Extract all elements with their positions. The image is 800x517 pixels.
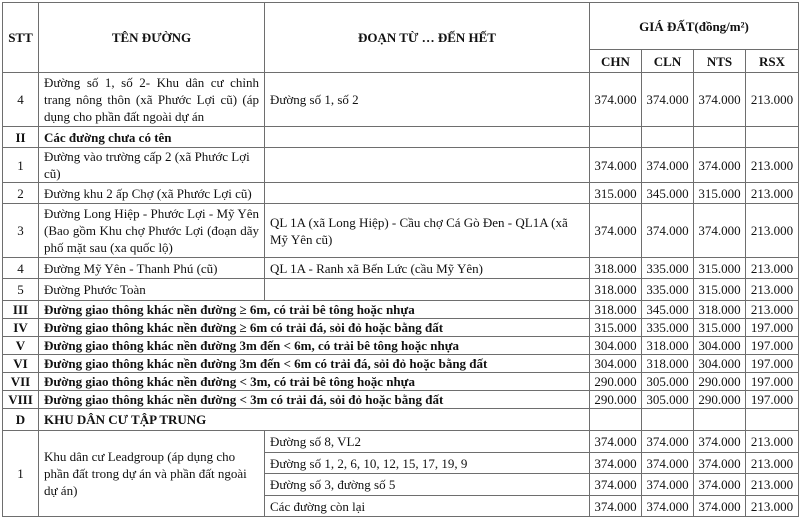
price-rsx: 213.000	[746, 474, 799, 496]
category-stt: III	[3, 301, 39, 319]
price-nts: 315.000	[694, 319, 746, 337]
price-nts: 374.000	[694, 496, 746, 517]
header-nts: NTS	[694, 50, 746, 73]
stt-cell: 3	[3, 204, 39, 258]
stt-cell: 1	[3, 148, 39, 183]
ten-duong-cell: Đường khu 2 ấp Chợ (xã Phước Lợi cũ)	[39, 183, 265, 204]
price-nts	[694, 127, 746, 148]
category-title: Đường giao thông khác nền đường ≥ 6m, có trải bê tông hoặc nhựa	[39, 301, 590, 319]
price-nts: 374.000	[694, 204, 746, 258]
price-nts: 290.000	[694, 391, 746, 409]
ten-duong-cell: Đường Phước Toàn	[39, 279, 265, 301]
section-row	[3, 127, 799, 148]
category-stt: VIII	[3, 391, 39, 409]
category-title: Đường giao thông khác nền đường < 3m, có trải bê tông hoặc nhựa	[39, 373, 590, 391]
price-cln: 335.000	[642, 319, 694, 337]
category-stt: VII	[3, 373, 39, 391]
price-nts: 374.000	[694, 73, 746, 127]
section-stt: D	[3, 409, 39, 431]
price-chn: 374.000	[590, 204, 642, 258]
price-cln: 374.000	[642, 453, 694, 474]
section-title: Các đường chưa có tên	[39, 127, 265, 148]
price-chn: 315.000	[590, 183, 642, 204]
price-nts: 290.000	[694, 373, 746, 391]
price-cln: 374.000	[642, 474, 694, 496]
price-cln: 305.000	[642, 373, 694, 391]
price-chn	[590, 409, 642, 431]
table-row	[3, 258, 799, 279]
price-nts: 318.000	[694, 301, 746, 319]
price-cln: 374.000	[642, 204, 694, 258]
category-title: Đường giao thông khác nền đường < 3m có trải đá, sỏi đỏ hoặc bằng đất	[39, 391, 590, 409]
price-chn	[590, 127, 642, 148]
stt-cell: 2	[3, 183, 39, 204]
segment-doan: Đường số 3, đường số 5	[265, 474, 590, 496]
category-row	[3, 391, 799, 409]
price-nts: 374.000	[694, 431, 746, 453]
price-rsx: 213.000	[746, 148, 799, 183]
price-chn: 374.000	[590, 453, 642, 474]
section-stt: II	[3, 127, 39, 148]
stt-cell: 4	[3, 258, 39, 279]
ten-duong-cell: Đường Mỹ Yên - Thanh Phú (cũ)	[39, 258, 265, 279]
price-nts	[694, 409, 746, 431]
price-rsx: 197.000	[746, 319, 799, 337]
price-nts: 374.000	[694, 148, 746, 183]
price-chn: 374.000	[590, 73, 642, 127]
price-chn: 290.000	[590, 391, 642, 409]
price-rsx	[746, 409, 799, 431]
price-cln: 374.000	[642, 496, 694, 517]
table-row	[3, 73, 799, 127]
doan-cell	[265, 148, 590, 183]
table-row	[3, 279, 799, 301]
price-cln: 318.000	[642, 355, 694, 373]
section-title: KHU DÂN CƯ TẬP TRUNG	[39, 409, 590, 431]
price-chn: 374.000	[590, 474, 642, 496]
price-chn: 315.000	[590, 319, 642, 337]
doan-cell: QL 1A (xã Long Hiệp) - Cầu chợ Cá Gò Đen - QL1A (xã Mỹ Yên cũ)	[265, 204, 590, 258]
price-cln: 318.000	[642, 337, 694, 355]
price-nts: 374.000	[694, 474, 746, 496]
price-rsx: 197.000	[746, 355, 799, 373]
ten-duong-cell: Đường Long Hiệp - Phước Lợi - Mỹ Yên (Bao gồm Khu chợ Phước Lợi (đoạn dãy phố mặt sau (xa quốc lộ)	[39, 204, 265, 258]
price-rsx: 213.000	[746, 301, 799, 319]
category-row	[3, 301, 799, 319]
price-chn: 304.000	[590, 337, 642, 355]
table-row	[3, 183, 799, 204]
price-chn: 318.000	[590, 279, 642, 301]
header-ten-duong: TÊN ĐƯỜNG	[39, 3, 265, 73]
segment-doan: Đường số 1, 2, 6, 10, 12, 15, 17, 19, 9	[265, 453, 590, 474]
price-rsx: 213.000	[746, 496, 799, 517]
ten-duong-cell: Đường vào trường cấp 2 (xã Phước Lợi cũ)	[39, 148, 265, 183]
group-stt: 1	[3, 431, 39, 517]
group-ten-duong: Khu dân cư Leadgroup (áp dụng cho phần đất trong dự án và phần đất ngoài dự án)	[39, 431, 265, 517]
price-cln: 305.000	[642, 391, 694, 409]
category-row	[3, 319, 799, 337]
header-chn: CHN	[590, 50, 642, 73]
segment-doan: Đường số 8, VL2	[265, 431, 590, 453]
price-nts: 374.000	[694, 453, 746, 474]
header-stt: STT	[3, 3, 39, 73]
price-rsx: 213.000	[746, 183, 799, 204]
price-cln: 345.000	[642, 183, 694, 204]
price-rsx	[746, 127, 799, 148]
header-rsx: RSX	[746, 50, 799, 73]
price-cln: 374.000	[642, 148, 694, 183]
category-stt: IV	[3, 319, 39, 337]
price-cln: 345.000	[642, 301, 694, 319]
price-chn: 304.000	[590, 355, 642, 373]
doan-cell	[265, 127, 590, 148]
category-row	[3, 373, 799, 391]
doan-cell: QL 1A - Ranh xã Bến Lức (cầu Mỹ Yên)	[265, 258, 590, 279]
price-cln: 335.000	[642, 258, 694, 279]
header-row	[3, 3, 799, 50]
price-rsx: 213.000	[746, 73, 799, 127]
price-chn: 290.000	[590, 373, 642, 391]
price-cln	[642, 409, 694, 431]
table-row	[3, 148, 799, 183]
price-chn: 318.000	[590, 301, 642, 319]
price-nts: 315.000	[694, 183, 746, 204]
group-row	[3, 431, 799, 453]
header-gia-dat: GIÁ ĐẤT(đồng/m²)	[590, 3, 799, 50]
price-chn: 374.000	[590, 431, 642, 453]
price-nts: 315.000	[694, 279, 746, 301]
price-chn: 374.000	[590, 496, 642, 517]
price-nts: 315.000	[694, 258, 746, 279]
doan-cell: Đường số 1, số 2	[265, 73, 590, 127]
price-cln: 335.000	[642, 279, 694, 301]
category-title: Đường giao thông khác nền đường 3m đến < 6m có trải đá, sỏi đỏ hoặc bằng đất	[39, 355, 590, 373]
price-cln	[642, 127, 694, 148]
price-chn: 318.000	[590, 258, 642, 279]
segment-doan: Các đường còn lại	[265, 496, 590, 517]
doan-cell	[265, 279, 590, 301]
stt-cell: 5	[3, 279, 39, 301]
header-cln: CLN	[642, 50, 694, 73]
price-nts: 304.000	[694, 337, 746, 355]
price-cln: 374.000	[642, 73, 694, 127]
price-rsx: 213.000	[746, 431, 799, 453]
category-row	[3, 337, 799, 355]
price-chn: 374.000	[590, 148, 642, 183]
price-rsx: 197.000	[746, 337, 799, 355]
land-price-table	[2, 2, 799, 517]
category-stt: VI	[3, 355, 39, 373]
table-row	[3, 204, 799, 258]
price-rsx: 213.000	[746, 279, 799, 301]
price-rsx: 197.000	[746, 391, 799, 409]
header-doan-tu: ĐOẠN TỪ … ĐẾN HẾT	[265, 3, 590, 73]
price-rsx: 213.000	[746, 204, 799, 258]
ten-duong-cell: Đường số 1, số 2- Khu dân cư chỉnh trang nông thôn (xã Phước Lợi cũ) (áp dụng cho phần đất ngoài dự án	[39, 73, 265, 127]
category-stt: V	[3, 337, 39, 355]
land-price-table-container	[2, 2, 799, 517]
price-rsx: 213.000	[746, 258, 799, 279]
category-title: Đường giao thông khác nền đường ≥ 6m có trải đá, sỏi đỏ hoặc bằng đất	[39, 319, 590, 337]
section-row	[3, 409, 799, 431]
price-rsx: 197.000	[746, 373, 799, 391]
doan-cell	[265, 183, 590, 204]
stt-cell: 4	[3, 73, 39, 127]
price-nts: 304.000	[694, 355, 746, 373]
category-row	[3, 355, 799, 373]
price-rsx: 213.000	[746, 453, 799, 474]
price-cln: 374.000	[642, 431, 694, 453]
category-title: Đường giao thông khác nền đường 3m đến < 6m, có trải bê tông hoặc nhựa	[39, 337, 590, 355]
